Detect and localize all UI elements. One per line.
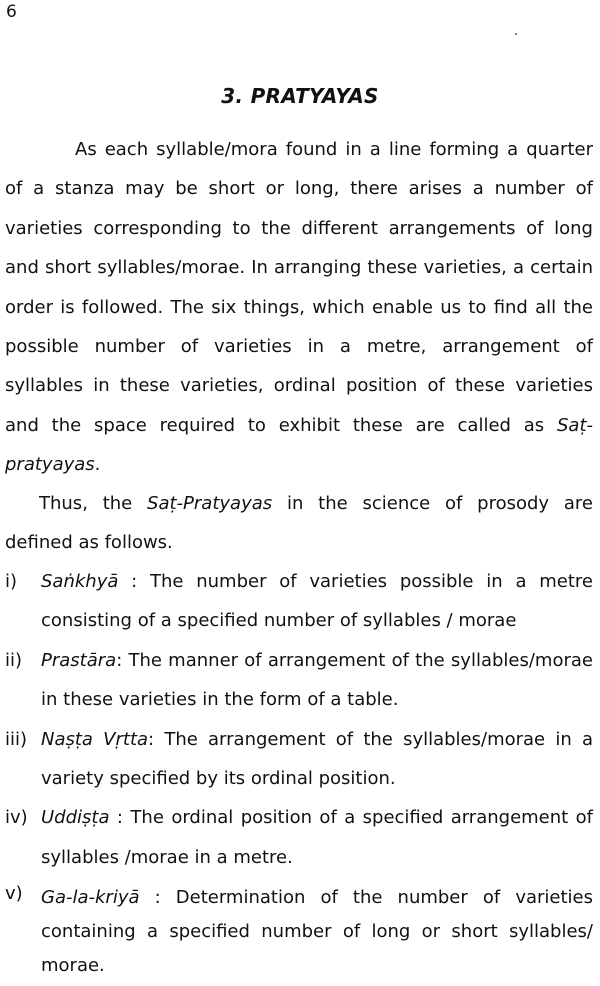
definition-text: The manner of arrangement of the syllables/morae in these varieties in the form of a table. <box>41 649 593 711</box>
definition-item <box>5 877 593 983</box>
definition-item <box>5 720 593 799</box>
intro-paragraph-term: Saṭ-pratyayas <box>5 414 593 476</box>
definition-item <box>5 798 593 877</box>
scan-speck <box>515 33 517 35</box>
definition-number: ii) <box>5 649 23 671</box>
definition-text: The arrangement of the syllables/morae in a variety specified by its ordinal position. <box>41 728 593 790</box>
definition-text: The number of varieties possible in a metre consisting of a specified number of syllables / morae <box>41 571 593 632</box>
definition-term: Uddiṣṭa <box>41 807 110 829</box>
definition-separator: : <box>139 887 176 909</box>
definitions-intro-start: Thus, the <box>39 493 148 514</box>
definition-number: iii) <box>5 728 28 750</box>
definition-separator: : <box>116 649 129 671</box>
definition-list <box>5 562 593 983</box>
intro-paragraph-text: As each syllable/mora found in a line forming a quarter of a stanza may be short or long, there arises a number of varieties corresponding to the different arrangements of long and short syllables/morae. In arranging these varieties, a certain order is followed. The six things, which enable us to find all the possible number of varieties in a metre, arrangement of syllables in these varieties, ordinal position of these varieties and the space required to exhibit these are called as <box>5 139 593 436</box>
definitions-intro-term: Saṭ-Pratyayas <box>147 493 273 514</box>
definitions-intro <box>5 484 593 563</box>
page-number: 6 <box>6 2 17 22</box>
definition-item <box>5 641 593 720</box>
definition-term: Naṣṭa Vṛtta <box>41 728 149 750</box>
intro-paragraph <box>5 130 593 485</box>
definition-number: v) <box>5 883 23 905</box>
definition-separator: : <box>109 807 131 829</box>
section-title: 3. PRATYAYAS <box>221 84 379 108</box>
definition-number: i) <box>5 571 18 592</box>
definition-text: Determination of the number of varieties containing a specified number of long or short syllables/ morae. <box>41 887 593 977</box>
definition-term: Saṅkhyā <box>41 571 119 592</box>
intro-paragraph-end: . <box>94 454 101 476</box>
definition-number: iv) <box>5 807 28 829</box>
definition-item <box>5 562 593 641</box>
definition-term: Prastāra <box>41 649 117 671</box>
definition-separator: : <box>118 571 150 592</box>
definition-text: The ordinal position of a specified arrangement of syllables /morae in a metre. <box>41 807 593 868</box>
definitions-intro-end: in the science of prosody are defined as follows. <box>5 493 593 554</box>
definition-term: Ga-la-kriyā <box>41 887 140 909</box>
definition-separator: : <box>148 728 165 750</box>
